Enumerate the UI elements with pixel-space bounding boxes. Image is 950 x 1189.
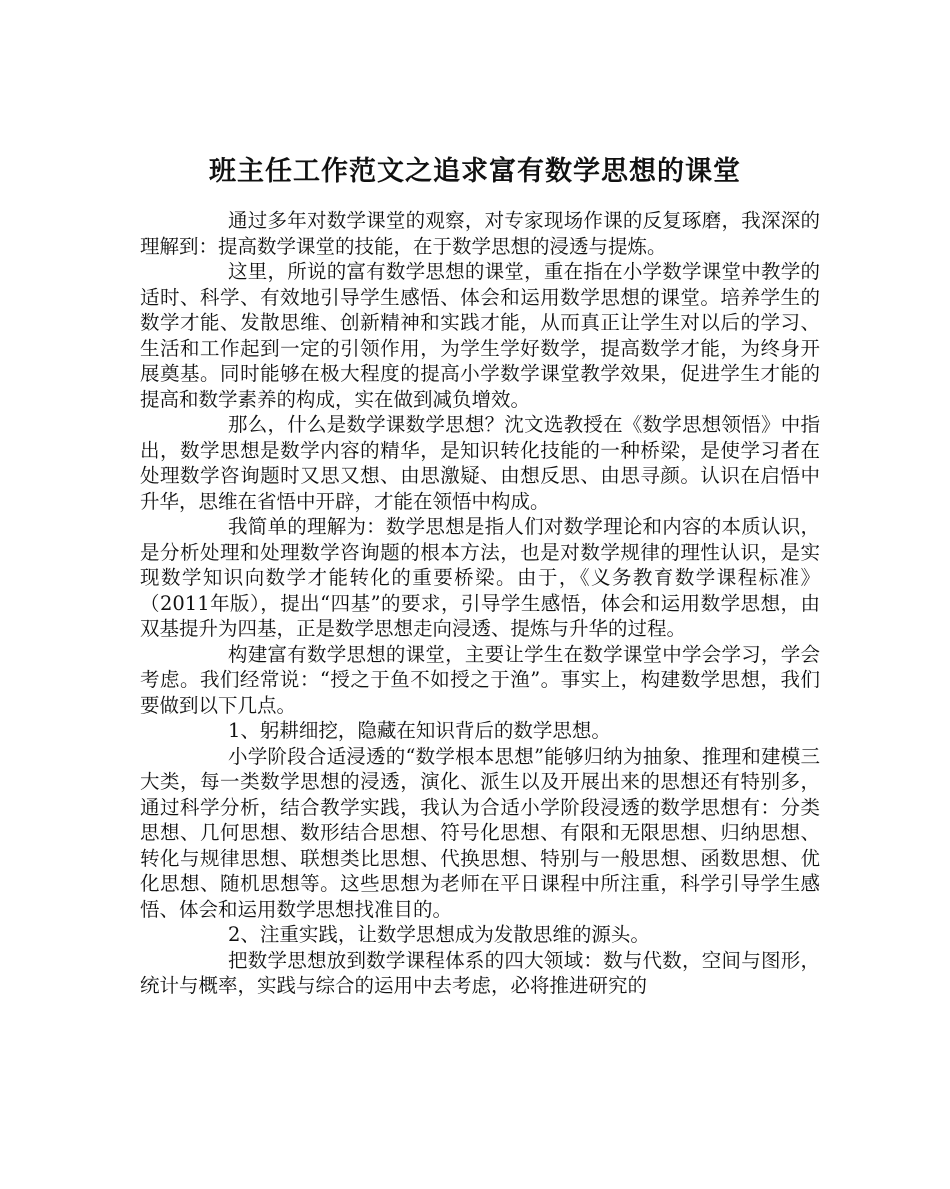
document-title: 班主任工作范文之追求富有数学思想的课堂	[209, 156, 741, 188]
paragraph: 这里，所说的富有数学思想的课堂，重在指在小学数学课堂中教学的适时、科学、有效地引导学生感悟、体会和运用数学思想的课堂。培养学生的数学才能、发散思维、创新精神和实践才能，从而真正让学生对以后的学习、生活和工作起到一定的引领作用，为学生学好数学，提高数学才能，为终身开展奠基。同时能够在极大程度的提高小学数学课堂教学效果，促进学生才能的提高和数学素养的构成，实在做到减负增效。	[140, 260, 820, 411]
paragraph: 小学阶段合适浸透的“数学根本思想”能够归纳为抽象、推理和建模三大类，每一类数学思想的浸透，演化、派生以及开展出来的思想还有特别多，通过科学分析，结合教学实践，我认为合适小学阶段浸透的数学思想有：分类思想、几何思想、数形结合思想、符号化思想、有限和无限思想、归纳思想、转化与规律思想、联想类比思想、代换思想、特别与一般思想、函数思想、优化思想、随机思想等。这些思想为老师在平日课程中所注重，科学引导学生感悟、体会和运用数学思想找准目的。	[140, 744, 820, 921]
section-heading: 1、躬耕细挖，隐藏在知识背后的数学思想。	[228, 719, 611, 742]
document-body	[140, 208, 820, 999]
section-heading: 2、注重实践，让数学思想成为发散思维的源头。	[228, 923, 650, 946]
paragraph: 把数学思想放到数学课程体系的四大领域：数与代数，空间与图形，统计与概率，实践与综合的运用中去考虑，必将推进研究的	[140, 948, 820, 997]
paragraph: 那么，什么是数学课数学思想？沈文选教授在《数学思想领悟》中指出，数学思想是数学内容的精华，是知识转化技能的一种桥梁，是使学习者在处理数学咨询题时又思又想、由思激疑、由想反思、由思寻颜。认识在启悟中升华，思维在省悟中开辟，才能在领悟中构成。	[140, 413, 820, 513]
paragraph: 通过多年对数学课堂的观察，对专家现场作课的反复琢磨，我深深的理解到：提高数学课堂的技能，在于数学思想的浸透与提炼。	[140, 209, 820, 258]
paragraph: 构建富有数学思想的课堂，主要让学生在数学课堂中学会学习，学会考虑。我们经常说：“授之于鱼不如授之于渔”。事实上，构建数学思想，我们要做到以下几点。	[140, 642, 820, 717]
paragraph: 我简单的理解为：数学思想是指人们对数学理论和内容的本质认识，是分析处理和处理数学咨询题的根本方法，也是对数学规律的理性认识，是实现数学知识向数学才能转化的重要桥梁。由于，《义务教育数学课程标准》（2011年版），提出“四基”的要求，引导学生感悟，体会和运用数学思想，由双基提升为四基，正是数学思想走向浸透、提炼与升华的过程。	[140, 515, 820, 640]
